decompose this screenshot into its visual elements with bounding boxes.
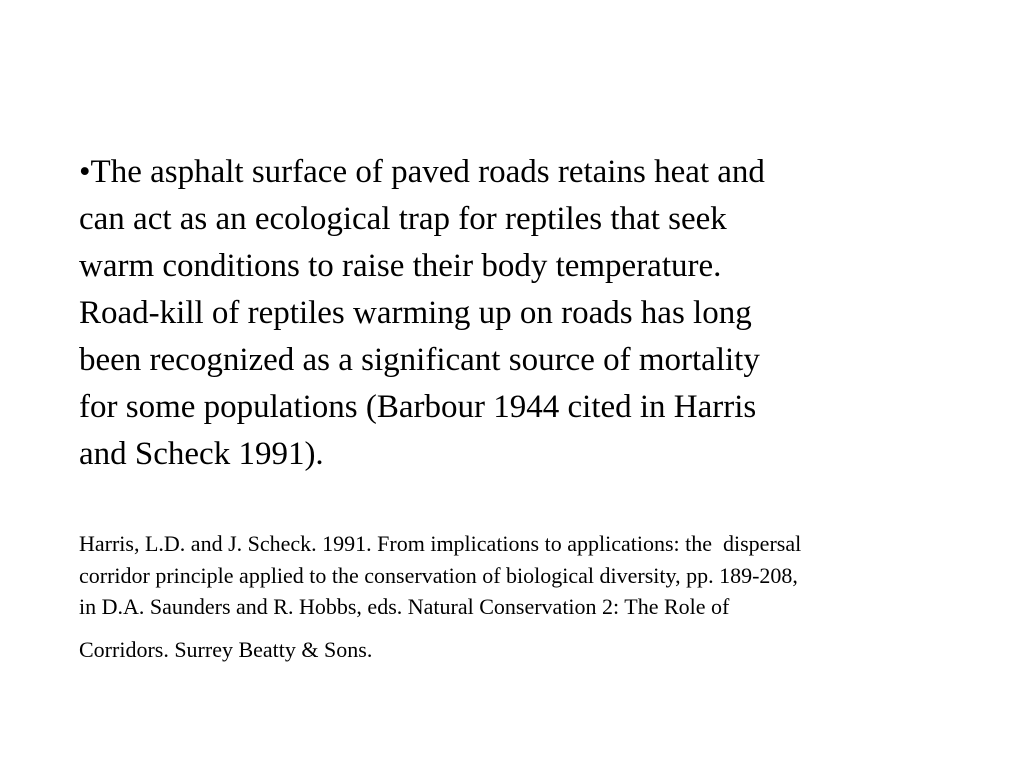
bullet-line: been recognized as a significant source of mortality	[79, 342, 760, 378]
reference-line: Corridors. Surrey Beatty & Sons.	[79, 637, 373, 662]
bullet-line: can act as an ecological trap for reptiles that seek	[79, 201, 727, 237]
bullet-line: warm conditions to raise their body temperature.	[79, 248, 722, 284]
reference-line: Harris, L.D. and J. Scheck. 1991. From implications to applications: the dispersal	[79, 531, 802, 556]
bullet-line: Road-kill of reptiles warming up on roads has long	[79, 295, 752, 331]
bullet-line: •The asphalt surface of paved roads retains heat and	[79, 154, 765, 190]
reference-line: corridor principle applied to the conservation of biological diversity, pp. 189-208,	[79, 563, 798, 588]
reference-line: in D.A. Saunders and R. Hobbs, eds. Natural Conservation 2: The Role of	[79, 594, 730, 619]
bullet-line: for some populations (Barbour 1944 cited in Harris	[79, 389, 757, 425]
bullet-line: and Scheck 1991).	[79, 436, 324, 472]
